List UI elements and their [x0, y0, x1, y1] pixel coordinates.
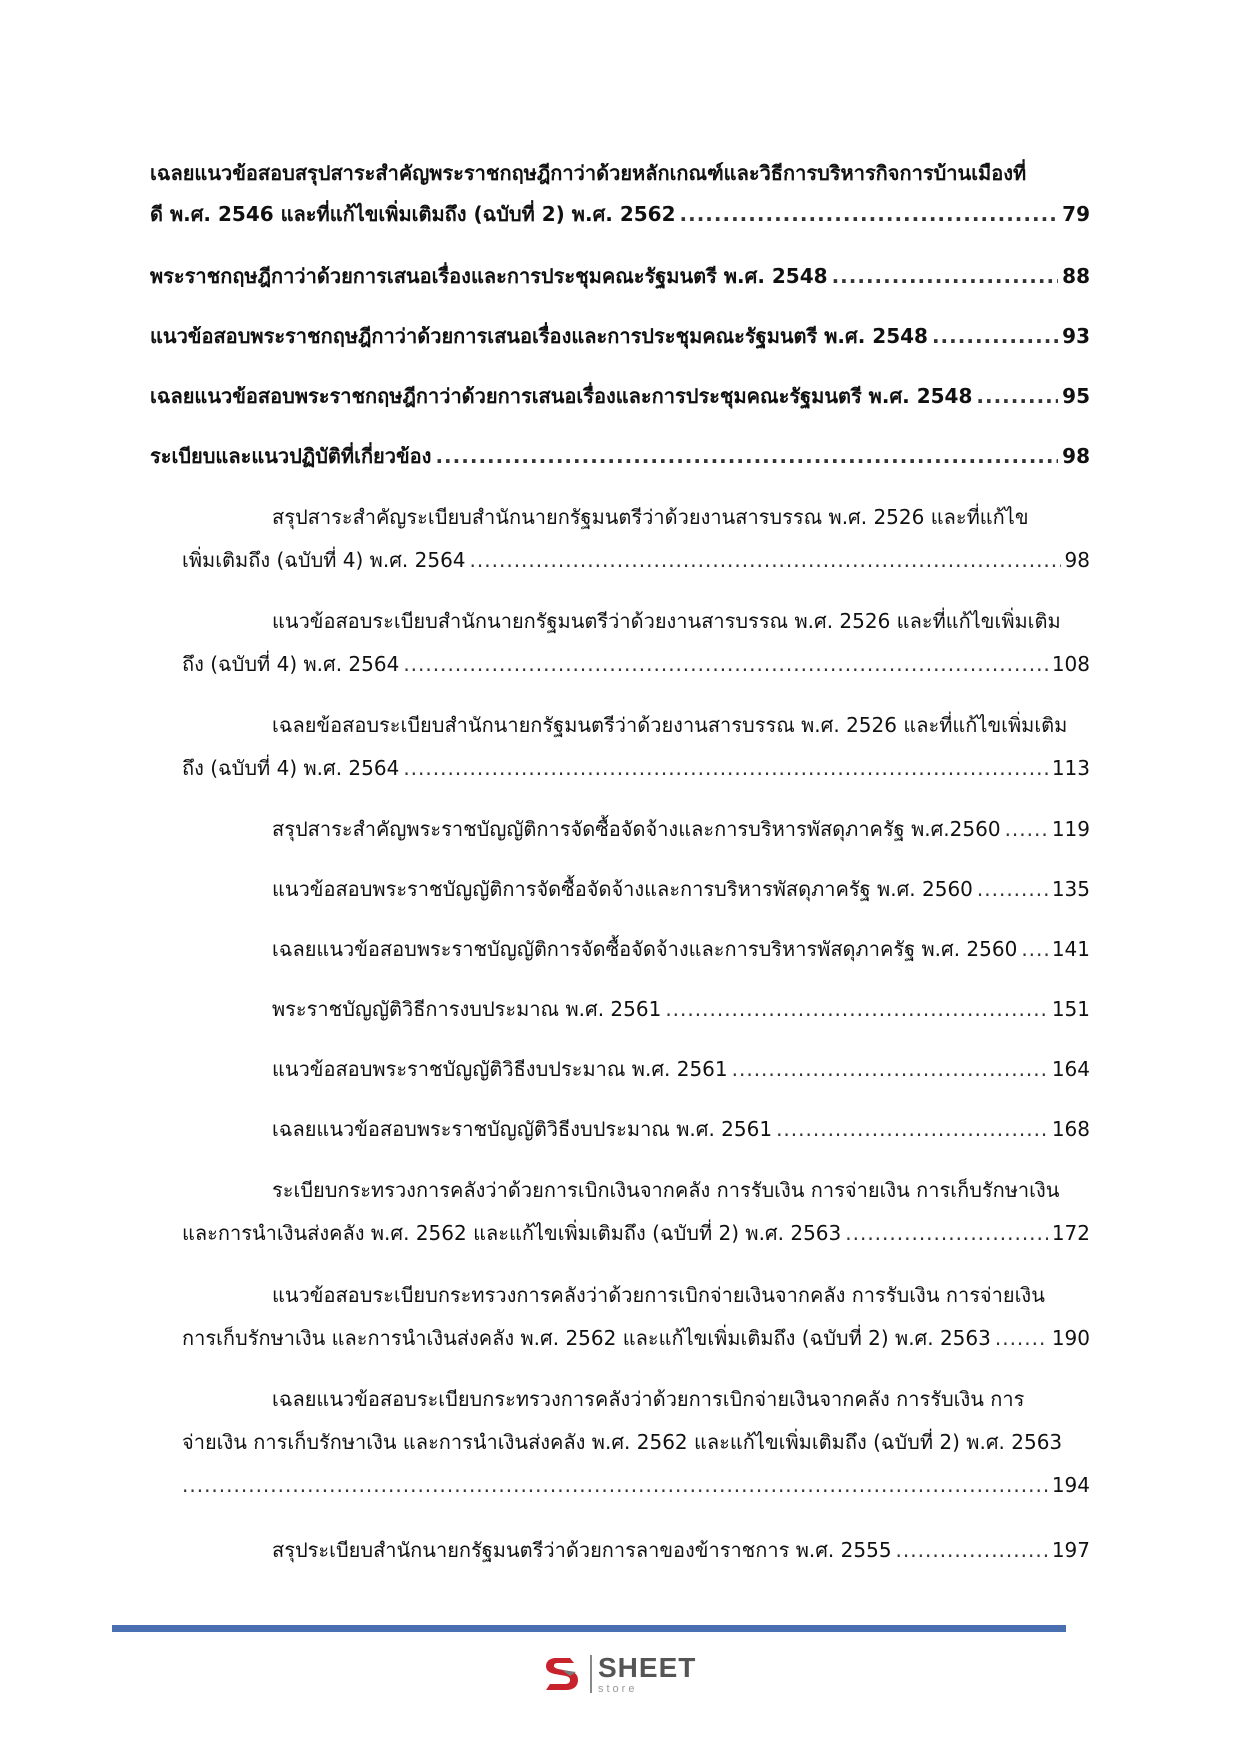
toc-entry-5[interactable]: [150, 441, 1090, 471]
dot-leader: [896, 1535, 1048, 1565]
toc-sub-7-page: 151: [1051, 997, 1090, 1021]
toc-sub-5[interactable]: [272, 874, 1090, 904]
toc-sub-7[interactable]: [272, 994, 1090, 1024]
toc-sub-3-page: 113: [1051, 756, 1090, 780]
toc-entry-1-page: 79: [1062, 202, 1090, 226]
toc-entry-3[interactable]: [150, 321, 1090, 351]
toc-sub-1-page: 98: [1064, 548, 1090, 572]
dot-leader: [776, 1114, 1048, 1144]
toc-sub-6-title: เฉลยแนวข้อสอบพระราชบัญญัติการจัดซื้อจัดจ้างและการบริหารพัสดุภาครัฐ พ.ศ. 2560: [272, 937, 1018, 961]
dot-leader: [845, 1218, 1048, 1248]
sheet-store-logo-icon: [540, 1652, 584, 1696]
dot-leader: [182, 1470, 1048, 1500]
toc-sub-11-line1: แนวข้อสอบระเบียบกระทรวงการคลังว่าด้วยการเบิกจ่ายเงินจากคลัง การรับเงิน การจ่ายเงิน: [272, 1283, 1045, 1307]
toc-sub-12[interactable]: [182, 1470, 1090, 1500]
toc-sub-3-line2: ถึง (ฉบับที่ 4) พ.ศ. 2564: [182, 756, 400, 780]
toc-sub-12-line2: จ่ายเงิน การเก็บรักษาเงิน และการนำเงินส่งคลัง พ.ศ. 2562 และแก้ไขเพิ่มเติมถึง (ฉบับที่ 2) พ.ศ. 2563: [182, 1430, 1063, 1454]
toc-sub-10[interactable]: [182, 1218, 1090, 1248]
toc-sub-8-title: แนวข้อสอบพระราชบัญญัติวิธีงบประมาณ พ.ศ. 2561: [272, 1057, 728, 1081]
toc-sub-4[interactable]: [272, 814, 1090, 844]
toc-sub-13-title: สรุประเบียบสำนักนายกรัฐมนตรีว่าด้วยการลาของข้าราชการ พ.ศ. 2555: [272, 1538, 892, 1562]
dot-leader: [1005, 814, 1048, 844]
toc-sub-10-line1: ระเบียบกระทรวงการคลังว่าด้วยการเบิกเงินจากคลัง การรับเงิน การจ่ายเงิน การเก็บรักษาเงิน: [272, 1178, 1060, 1202]
toc-entry-2-title: พระราชกฤษฎีกาว่าด้วยการเสนอเรื่องและการประชุมคณะรัฐมนตรี พ.ศ. 2548: [150, 264, 828, 288]
logo-separator: [590, 1655, 592, 1693]
dot-leader: [435, 441, 1058, 471]
toc-sub-5-page: 135: [1051, 877, 1090, 901]
toc-sub-3-line1: เฉลยข้อสอบระเบียบสำนักนายกรัฐมนตรีว่าด้วยงานสารบรรณ พ.ศ. 2526 และที่แก้ไขเพิ่มเติม: [272, 713, 1068, 737]
toc-entry-4[interactable]: [150, 381, 1090, 411]
toc-sub-5-title: แนวข้อสอบพระราชบัญญัติการจัดซื้อจัดจ้างและการบริหารพัสดุภาครัฐ พ.ศ. 2560: [272, 877, 973, 901]
dot-leader: [403, 753, 1047, 783]
toc-sub-6-page: 141: [1051, 937, 1090, 961]
toc-entry-1-line2: ดี พ.ศ. 2546 และที่แก้ไขเพิ่มเติมถึง (ฉบับที่ 2) พ.ศ. 2562: [150, 202, 676, 226]
toc-sub-10-line2: และการนำเงินส่งคลัง พ.ศ. 2562 และแก้ไขเพิ่มเติมถึง (ฉบับที่ 2) พ.ศ. 2563: [182, 1221, 842, 1245]
toc-entry-2-page: 88: [1062, 264, 1090, 288]
toc-sub-9-page: 168: [1051, 1117, 1090, 1141]
toc-sub-1[interactable]: [182, 545, 1090, 575]
toc-sub-9-title: เฉลยแนวข้อสอบพระราชบัญญัติวิธีงบประมาณ พ.ศ. 2561: [272, 1117, 773, 1141]
toc-entry-2[interactable]: [150, 261, 1090, 291]
toc-sub-11[interactable]: [182, 1323, 1090, 1353]
logo-sub: store: [598, 1682, 638, 1695]
toc-sub-2-page: 108: [1051, 652, 1090, 676]
toc-sub-6[interactable]: [272, 934, 1090, 964]
toc-entry-1[interactable]: [150, 199, 1090, 229]
toc-entry-4-title: เฉลยแนวข้อสอบพระราชกฤษฎีกาว่าด้วยการเสนอเรื่องและการประชุมคณะรัฐมนตรี พ.ศ. 2548: [150, 384, 973, 408]
toc-entry-3-page: 93: [1062, 324, 1090, 348]
dot-leader: [470, 545, 1061, 575]
dot-leader: [976, 381, 1058, 411]
toc-entry-3-title: แนวข้อสอบพระราชกฤษฎีกาว่าด้วยการเสนอเรื่องและการประชุมคณะรัฐมนตรี พ.ศ. 2548: [150, 324, 928, 348]
toc-sub-13-page: 197: [1051, 1538, 1090, 1562]
toc-sub-9[interactable]: [272, 1114, 1090, 1144]
dot-leader: [932, 321, 1058, 351]
toc-entry-4-page: 95: [1062, 384, 1090, 408]
toc-sub-12-line1: เฉลยแนวข้อสอบระเบียบกระทรวงการคลังว่าด้วยการเบิกจ่ายเงินจากคลัง การรับเงิน การ: [272, 1387, 1025, 1411]
toc-sub-2-line2: ถึง (ฉบับที่ 4) พ.ศ. 2564: [182, 652, 400, 676]
dot-leader: [680, 199, 1059, 229]
toc-sub-2-line1: แนวข้อสอบระเบียบสำนักนายกรัฐมนตรีว่าด้วยงานสารบรรณ พ.ศ. 2526 และที่แก้ไขเพิ่มเติม: [272, 609, 1061, 633]
toc-sub-1-line2: เพิ่มเติมถึง (ฉบับที่ 4) พ.ศ. 2564: [182, 548, 466, 572]
toc-entry-1-line1: เฉลยแนวข้อสอบสรุปสาระสำคัญพระราชกฤษฎีกาว่าด้วยหลักเกณฑ์และวิธีการบริหารกิจการบ้านเมืองที่: [150, 161, 1027, 185]
toc-sub-4-title: สรุปสาระสำคัญพระราชบัญญัติการจัดซื้อจัดจ้างและการบริหารพัสดุภาครัฐ พ.ศ.2560: [272, 817, 1001, 841]
toc-sub-12-page: 194: [1051, 1473, 1090, 1497]
toc-sub-4-page: 119: [1051, 817, 1090, 841]
toc-sub-13[interactable]: [272, 1535, 1090, 1565]
dot-leader: [732, 1054, 1048, 1084]
toc-sub-8-page: 164: [1051, 1057, 1090, 1081]
dot-leader: [403, 649, 1047, 679]
toc-sub-11-page: 190: [1051, 1326, 1090, 1350]
toc-sub-7-title: พระราชบัญญัติวิธีการงบประมาณ พ.ศ. 2561: [272, 997, 662, 1021]
toc-sub-8[interactable]: [272, 1054, 1090, 1084]
toc-sub-11-line2: การเก็บรักษาเงิน และการนำเงินส่งคลัง พ.ศ. 2562 และแก้ไขเพิ่มเติมถึง (ฉบับที่ 2) พ.ศ. 2563: [182, 1326, 991, 1350]
toc-sub-1-line1: สรุปสาระสำคัญระเบียบสำนักนายกรัฐมนตรีว่าด้วยงานสารบรรณ พ.ศ. 2526 และที่แก้ไข: [272, 505, 1029, 529]
dot-leader: [1021, 934, 1047, 964]
logo-wordmark: [598, 1651, 697, 1695]
logo-word: SHEET: [598, 1651, 697, 1683]
toc-sub-10-page: 172: [1051, 1221, 1090, 1245]
dot-leader: [977, 874, 1048, 904]
dot-leader: [832, 261, 1059, 291]
footer-rule: [112, 1625, 1066, 1632]
toc-sub-3[interactable]: [182, 753, 1090, 783]
sheet-store-logo: [540, 1652, 696, 1696]
toc-entry-5-title: ระเบียบและแนวปฏิบัติที่เกี่ยวข้อง: [150, 444, 432, 468]
dot-leader: [665, 994, 1047, 1024]
dot-leader: [995, 1323, 1048, 1353]
toc-entry-5-page: 98: [1062, 444, 1090, 468]
toc-sub-2[interactable]: [182, 649, 1090, 679]
